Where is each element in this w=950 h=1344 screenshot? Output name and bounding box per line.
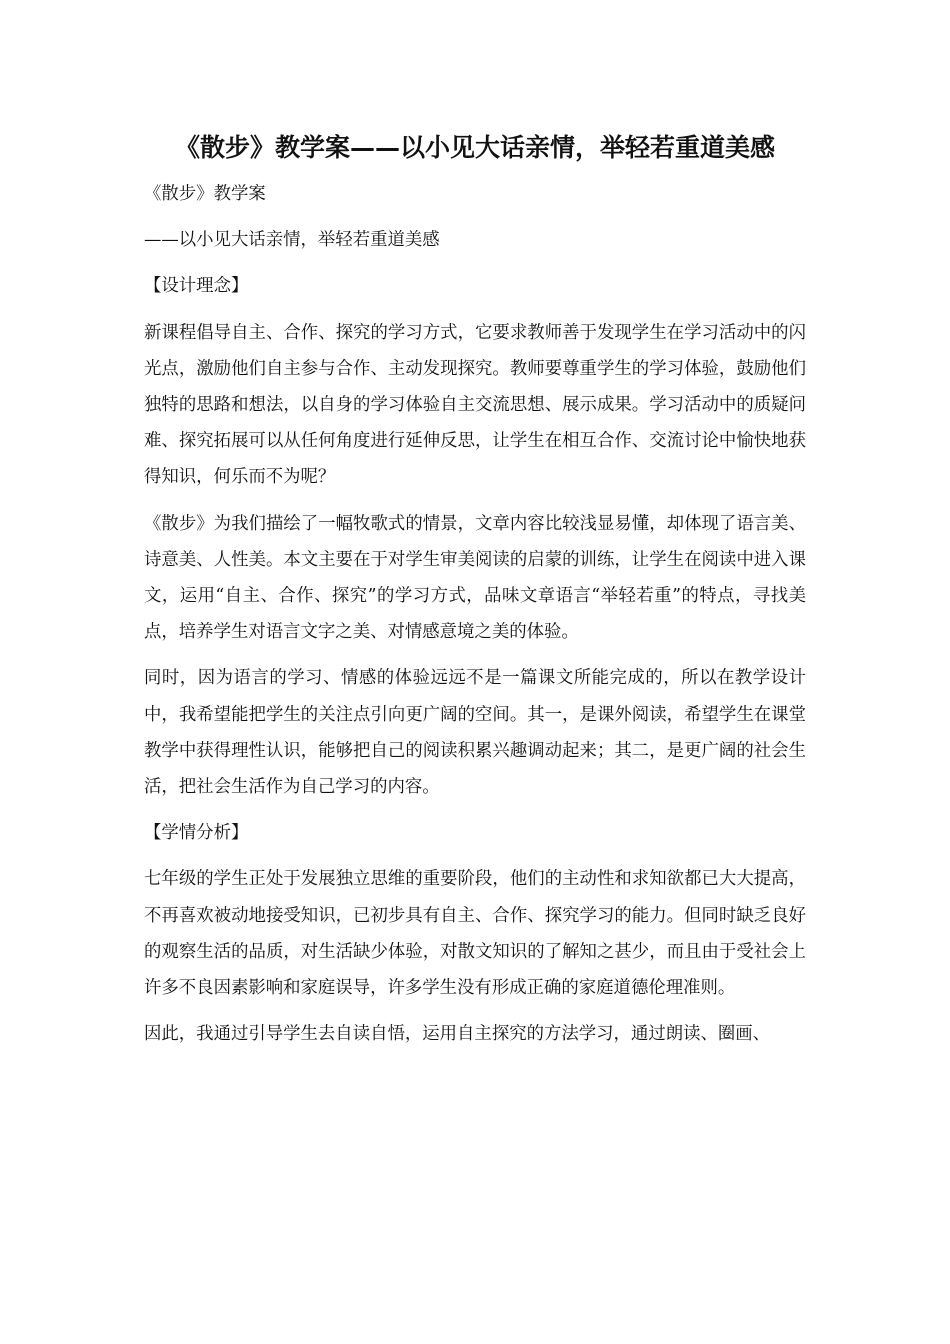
section-heading-student-analysis: 【学情分析】	[144, 823, 249, 844]
document-title: 《散步》教学案——以小见大话亲情，举轻若重道美感	[174, 133, 775, 162]
section-heading-design-concept: 【设计理念】	[144, 276, 249, 297]
paragraph-student-analysis-2: 因此，我通过引导学生去自读自悟，运用自主探究的方法学习，通过朗读、圈画、	[144, 1024, 771, 1045]
paragraph-design-concept-2: 《散步》为我们描绘了一幅牧歌式的情景，文章内容比较浅显易懂，却体现了语言美、诗意美、人性美。本文主要在于对学生审美阅读的启蒙的训练，让学生在阅读中进入课文，运用“自主、合作、探究”的学习方式，品味文章语言“举轻若重”的特点，寻找美点，培养学生对语言文字之美、对情感意境之美的体验。	[144, 513, 806, 643]
paragraph-student-analysis-1: 七年级的学生正处于发展独立思维的重要阶段，他们的主动性和求知欲都已大大提高，不再喜欢被动地接受知识，已初步具有自主、合作、探究学习的能力。但同时缺乏良好的观察生活的品质，对生活缺少体验，对散文知识的了解知之甚少，而且由于受社会上许多不良因素影响和家庭误导，许多学生没有形成正确的家庭道德伦理准则。	[144, 869, 806, 999]
paragraph-design-concept-1: 新课程倡导自主、合作、探究的学习方式，它要求教师善于发现学生在学习活动中的闪光点，激励他们自主参与合作、主动发现探究。教师要尊重学生的学习体验，鼓励他们独特的思路和想法，以自身的学习体验自主交流思想、展示成果。学习活动中的质疑问难、探究拓展可以从任何角度进行延伸反思，让学生在相互合作、交流讨论中愉快地获得知识，何乐而不为呢？	[144, 322, 806, 488]
document-body	[144, 176, 806, 1062]
subtitle-line: 《散步》教学案	[144, 184, 266, 204]
paragraph-design-concept-3: 同时，因为语言的学习、情感的体验远远不是一篇课文所能完成的，所以在教学设计中，我希望能把学生的关注点引向更广阔的空间。其一，是课外阅读，希望学生在课堂教学中获得理性认识，能够把自己的阅读积累兴趣调动起来；其二，是更广阔的社会生活，把社会生活作为自己学习的内容。	[144, 668, 806, 798]
subtitle-tagline: ——以小见大话亲情，举轻若重道美感	[144, 230, 440, 251]
